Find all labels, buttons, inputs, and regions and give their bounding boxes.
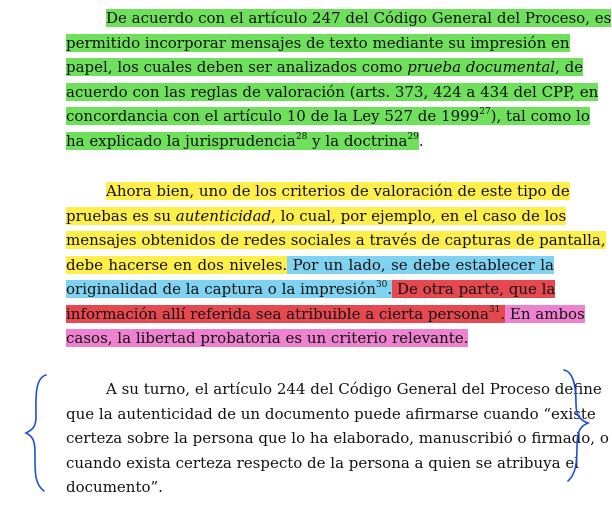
p1-line-6-post: .	[418, 132, 424, 150]
p2-line-2-pre: pruebas es su	[66, 207, 176, 225]
p2-italic-autenticidad: autenticidad	[175, 207, 272, 225]
left-brace-annotation	[22, 372, 52, 494]
p2-line-5-blue	[66, 280, 392, 298]
p2-line-5	[66, 279, 554, 299]
p2-line-5-red: De otra parte, que la	[392, 280, 556, 298]
p1-line-5-post: ), tal como lo	[490, 107, 590, 125]
p1-line-5-pre: concordancia con el artículo 10 de la Ley 527 de 1999	[66, 107, 480, 125]
p2-line-2-text	[66, 207, 566, 225]
footnote-28[interactable]: 28	[295, 132, 308, 142]
p2-line-4-blue: Por un lado, se debe establecer la	[287, 256, 554, 274]
footnote-27[interactable]: 27	[479, 107, 491, 117]
footnote-31[interactable]: 31	[488, 305, 501, 315]
p2-line-3	[66, 230, 606, 250]
p2-line-6-red-text: información allí referida sea atribuible a cierta persona	[66, 305, 489, 323]
p1-line-2-text: permitido incorporar mensajes de texto mediante su impresión en	[66, 34, 570, 52]
p2-line-2-post: , lo cual, por ejemplo, en el caso de los	[271, 207, 567, 225]
p3-line-2: que la autenticidad de un documento puede afirmarse cuando “existe	[66, 405, 596, 423]
p1-line-5	[66, 106, 590, 126]
p3-line-1: A su turno, el artículo 244 del Código General del Proceso define	[106, 380, 602, 398]
p1-italic-prueba-documental: prueba documental	[407, 58, 556, 76]
p3-line-5: documento”.	[66, 478, 163, 496]
p1-line-4-text: acuerdo con las reglas de valoración (arts. 373, 424 a 434 del CPP, en	[66, 83, 599, 101]
footnote-29[interactable]: 29	[407, 132, 419, 142]
p1-line-3-post: , de	[555, 58, 584, 76]
p2-line-6-red	[66, 305, 505, 323]
p1-line-4	[66, 82, 599, 102]
p2-line-6-red-end: .	[500, 305, 506, 323]
p2-line-4	[66, 255, 554, 275]
p1-line-6-pre: ha explicado la jurisprudencia	[66, 132, 296, 150]
p2-line-2	[66, 206, 567, 226]
p1-line-3-pre: papel, los cuales deben ser analizados como	[66, 58, 408, 76]
p2-line-7-pink: casos, la libertad probatoria es un criterio relevante.	[66, 329, 469, 347]
p1-line-6	[66, 131, 554, 151]
p2-line-4-yellow: debe hacerse en dos niveles.	[66, 256, 288, 274]
p1-line-3-text	[66, 58, 583, 76]
p1-line-6-text	[66, 132, 419, 150]
p2-line-7	[66, 328, 554, 348]
p3-line-4: cuando exista certeza respecto de la persona a quien se atribuya el	[66, 454, 580, 472]
p1-line-1-text: De acuerdo con el artículo 247 del Código General del Proceso, es	[106, 9, 612, 27]
p1-line-2	[66, 33, 570, 53]
right-brace-annotation	[560, 366, 594, 484]
p2-line-5-blue-text: originalidad de la captura o la impresión	[66, 280, 376, 298]
p1-line-1	[106, 8, 612, 28]
p1-line-6-mid: y la doctrina	[307, 132, 408, 150]
p1-line-5-text	[66, 107, 590, 125]
p2-line-1	[106, 181, 570, 201]
footnote-30[interactable]: 30	[375, 280, 388, 290]
p3-line-3: certeza sobre la persona que lo ha elaborado, manuscribió o firmado, o	[66, 429, 609, 447]
p2-line-6	[66, 304, 585, 324]
p2-line-1-text: Ahora bien, uno de los criterios de valoración de este tipo de	[106, 182, 570, 200]
p2-line-5-blue-end: .	[387, 280, 393, 298]
p1-line-3	[66, 57, 584, 77]
p2-line-6-pink: En ambos	[505, 305, 585, 323]
p2-line-3-text: mensajes obtenidos de redes sociales a través de capturas de pantalla,	[66, 231, 606, 249]
